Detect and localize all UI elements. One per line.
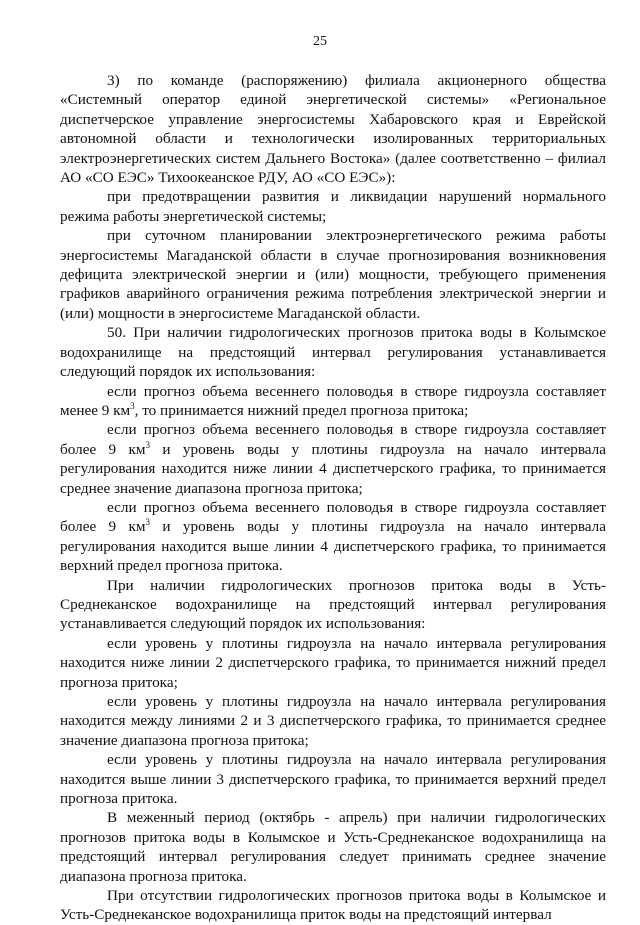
paragraph-subitem: при суточном планировании электроэнергетического режима работы энергосистемы Магаданской области в случае прогнозирования возникновения дефицита электрической энергии и (или) мощности, требующего применения графиков аварийного ограничения режима потребления электрической энергии и (или) мощности в энергосистеме Магаданской области. — [60, 227, 606, 322]
page-number: 25 — [313, 34, 327, 49]
paragraph-condition — [60, 420, 606, 498]
document-body — [60, 71, 606, 925]
paragraph-condition: если уровень у плотины гидроузла на начало интервала регулирования находится между линиями 2 и 3 диспетчерского графика, то принимается среднее значение диапазона прогноза притока; — [60, 693, 606, 749]
text-run: и уровень воды у плотины гидроузла на начало интервала регулирования находится выше линии 4 диспетчерского графика, то принимается верхний предел прогноза притока. — [60, 518, 606, 575]
paragraph-condition: если уровень у плотины гидроузла на начало интервала регулирования находится ниже линии 2 диспетчерского графика, то принимается нижний предел прогноза притока; — [60, 634, 606, 691]
text-run: если прогноз объема весеннего половодья в створе гидроузла составляет более 9 км — [60, 421, 606, 458]
superscript: 3 — [130, 400, 135, 411]
paragraph-low-water-period: В меженный период (октябрь - апрель) при наличии гидрологических прогнозов притока воды в Колымское и Усть-Среднеканское водохранилища на предстоящий интервал регулирования следует принимать среднее значение диапазона прогноза притока. — [60, 809, 606, 885]
text-run: и уровень воды у плотины гидроузла на начало интервала регулирования находится ниже линии 4 диспетчерского графика, то принимается среднее значение диапазона прогноза притока; — [60, 440, 606, 497]
superscript: 3 — [145, 517, 151, 528]
paragraph-subitem: при предотвращении развития и ликвидации нарушений нормального режима работы энергетической системы; — [60, 188, 606, 225]
paragraph-ust-srednekan: При наличии гидрологических прогнозов притока воды в Усть-Среднеканское водохранилище на предстоящий интервал регулирования устанавливается следующий порядок их использования: — [60, 576, 606, 633]
paragraph-condition — [60, 382, 606, 421]
paragraph-clause-50: 50. При наличии гидрологических прогнозов притока воды в Колымское водохранилище на предстоящий интервал регулирования устанавливается следующий порядок их использования: — [60, 324, 606, 381]
paragraph-condition — [60, 498, 606, 576]
text-run: если прогноз объема весеннего половодья в створе гидроузла составляет менее 9 км — [60, 382, 606, 419]
superscript: 3 — [145, 439, 151, 450]
paragraph-item-3: 3) по команде (распоряжению) филиала акционерного общества «Системный оператор единой энергетической системы» «Региональное диспетчерское управление энергосистемы Хабаровского края и Еврейской автономной области и технологически изолированных территориальных электроэнергетических систем Дальнего Востока» (далее соответственно – филиал АО «СО ЕЭС» Тихоокеанское РДУ, АО «СО ЕЭС»): — [60, 72, 606, 187]
text-run: , то принимается нижний предел прогноза притока; — [134, 401, 469, 419]
paragraph-condition: если уровень у плотины гидроузла на начало интервала регулирования находится выше линии 3 диспетчерского графика, то принимается верхний предел прогноза притока. — [60, 751, 606, 808]
text-run: если прогноз объема весеннего половодья в створе гидроузла составляет более 9 км — [60, 498, 606, 536]
paragraph-no-forecast: При отсутствии гидрологических прогнозов притока воды в Колымское и Усть-Среднеканское водохранилища приток воды на предстоящий интервал — [60, 887, 606, 924]
